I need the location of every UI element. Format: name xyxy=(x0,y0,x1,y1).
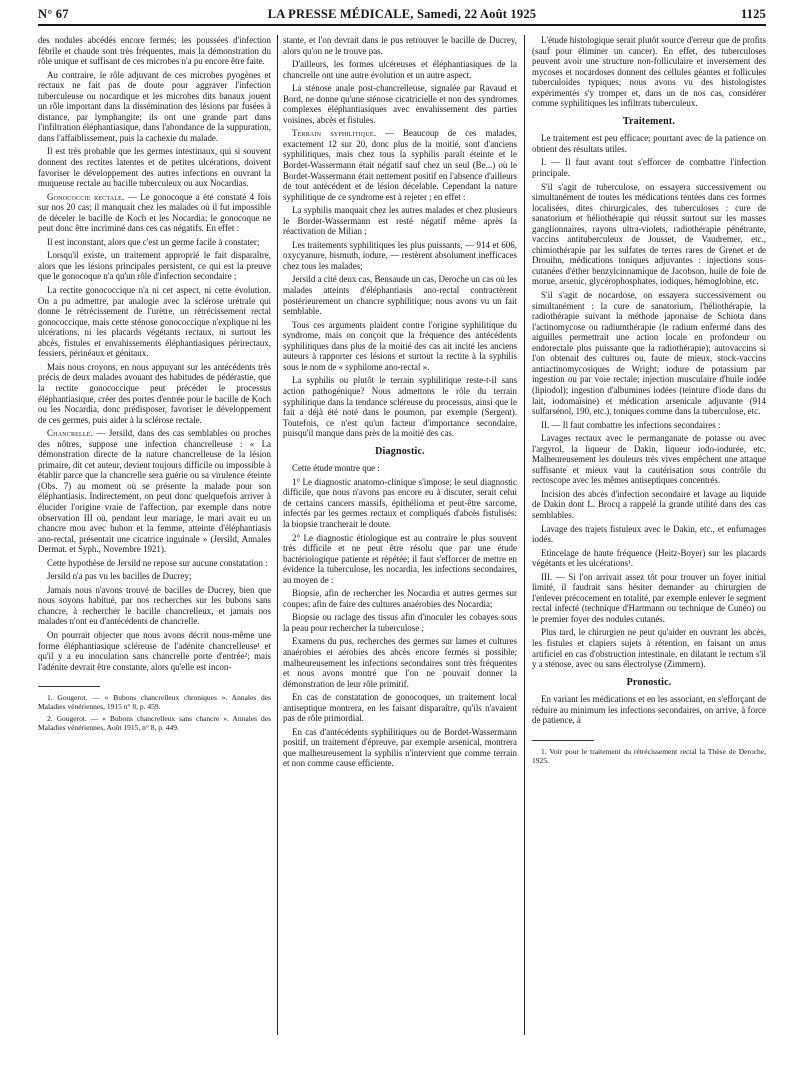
paragraph: La sténose anale post-chancrelleuse, signalée par Ravaud et Bord, ne donne qu'une sténose cicatricielle et non des syndromes complexes éléphantiasiques avec envahissement des parties voisines, abcès et fistules. xyxy=(283,83,517,125)
paragraph: Examens du pus, recherches des germes sur lames et cultures anaérobies et aérobies des abcès encore fermés si possible; malheureusement les infections secondaires sont très fréquentes et nous avons montré que l'on ne pouvait donner la démonstration de leur rôle primitif. xyxy=(283,636,517,689)
paragraph: III. — Si l'on arrivait assez tôt pour trouver un foyer initial limité, il faudrait sans hésiter demander au chirurgien de l'enlever précocement en totalité, par exemple enlever le segment rectal infecté (technique d'Hartmann ou technique de Cunéo) ou le premier foyer des nodules cutanés. xyxy=(532,571,766,624)
paragraph: En variant les médications et en les associant, en s'efforçant de réduire au minimum les infections secondaires, on arrive, à force de patience, à xyxy=(532,694,766,726)
column-divider xyxy=(524,35,525,1035)
page-number: 1125 xyxy=(740,7,766,21)
paragraph-text: — Beaucoup de ces malades, exactement 12 sur 20, donc plus de la moitié, sont d'anciens syphilitiques, mais chez tous la syphilis paraît éteinte et le Bordet-Wassermann était négatif sauf chez un seul (Be...) où le Bordet-Wassermann était nettement positif en l'absence d'ailleurs de tout antécédent et de lésion décelable. Cependant la nature syphilitique de ce syndrome est à rejeter ; en effet : xyxy=(283,128,517,202)
paragraph-lead: Chancrelle. xyxy=(47,428,94,439)
paragraph: des nodules abcédés encore fermés; les poussées d'infection fébrile et chaude sont très fréquentes, mais la démonstration du rôle unique et suffisant de ces microbes n'a pu encore être faite. xyxy=(38,35,271,67)
paragraph: La rectite gonococcique n'a ni cet aspect, ni cette évolution. On a pu admettre, par analogie avec la sclérose urétrale qui donne le rétrécissement de l'urètre, un rétrécissement rectal gonococcique, mais cette sténose gonococcique n'explique ni les ulcérations, ni les placards végétants rectaux, ni surtout les abcès, fistules et envahissements éléphantiasiques périrectaux, fessiers, périnéaux et génitaux. xyxy=(38,285,271,359)
footnote: 1. Gougerot. — « Bubons chancrelleux chroniques ». Annales des Maladies vénériennes, 1915 n° 8, p. 459. xyxy=(38,693,271,712)
column-left xyxy=(38,35,271,1075)
header-rule xyxy=(38,24,766,26)
paragraph: Biopsie, afin de rechercher les Nocardia et autres germes sur coupes; afin de faire des cultures anaérobies des Nocardia; xyxy=(283,588,517,609)
paragraph xyxy=(283,128,517,202)
paragraph: stante, et l'on devrait dans le pus retrouver le bacille de Ducrey, alors qu'on ne le trouve pas. xyxy=(283,35,517,56)
footnote-rule xyxy=(532,740,594,741)
paragraph: Incision des abcès d'infection secondaire et lavage au liquide de Dakin dont L. Brocq a rappelé la grande utilité dans des cas semblables. xyxy=(532,488,766,520)
section-heading: Traitement. xyxy=(622,115,676,127)
paragraph: La syphilis ou plutôt le terrain syphilitique reste-t-il sans action pathogénique? Nous admettons le rôle du terrain syphilitique dans la tendance scléreuse du processus, ainsi que le fait a déjà été noté dans le poumon, par exemple (Sergent). Toutefois, ce n'est qu'un facteur d'importance secondaire, puisqu'il manque dans près de la moitié des cas. xyxy=(283,375,517,439)
paragraph: On pourrait objecter que nous avons décrit nous-même une forme éléphantiasique scléreuse de l'adénite chancrelleuse¹ et qu'il y a eu inoculation sans chancrelle porte d'entrée²; mais l'adénite devrait être constante, alors qu'elle est incon- xyxy=(38,629,271,672)
paragraph: En cas d'antécédents syphilitiques ou de Bordet-Wassermann positif, un traitement d'épreuve, par exemple arsenical, montrera que malheureusement la syphilis n'intervient que comme terrain et non comme cause efficiente. xyxy=(283,726,517,769)
paragraph: Biopsie ou raclage des tissus afin d'inoculer les cobayes sous la peau pour rechercher la tuberculose ; xyxy=(283,612,517,633)
paragraph xyxy=(38,428,271,555)
paragraph: Jamais nous n'avons trouvé de bacilles de Ducrey, bien que nous soyons habitué, par nos recherches sur les bubons sans chancre, à rechercher le bacille chancrelleux, et jamais nos malades n'ont eu d'antécédents de chancrelle. xyxy=(38,584,271,627)
paragraph-text: — Le gonocoque a été constaté 4 fois sur nos 20 cas; il manquait chez les malades où il fut impossible de déceler le bacille de Koch et les Nocardia; le gonocoque ne peut donc être incriminé dans ces cas négatifs. En effet : xyxy=(38,191,271,234)
paragraph: D'ailleurs, les formes ulcéreuses et éléphantiasiques de la chancrelle ont une autre évolution et un autre aspect. xyxy=(283,59,517,80)
column-right xyxy=(532,35,766,1075)
paragraph: Lorsqu'il existe, un traitement approprié le fait disparaître, alors que les lésions principales persistent, ce qui est la preuve que le gonocoque n'a qu'un rôle d'infection secondaire ; xyxy=(38,250,271,282)
paragraph: Il est très probable que les germes intestinaux, qui si souvent donnent des rectites latentes et de petites ulcérations, doivent favoriser le développement des autres infections en ouvrant la muqueuse rectale au bacille tuberculeux ou aux Nocardias. xyxy=(38,146,271,189)
paragraph: I. — Il faut avant tout s'efforcer de combattre l'infection principale. xyxy=(532,157,766,179)
paragraph: Il est inconstant, alors que c'est un germe facile à constater; xyxy=(47,236,260,247)
paragraph: II. — Il faut combattre les infections secondaires : xyxy=(541,419,721,430)
issue-number: N° 67 xyxy=(38,7,69,21)
paragraph: Jersild n'a pas vu les bacilles de Ducrey; xyxy=(47,571,192,582)
section-heading: Diagnostic. xyxy=(375,445,425,457)
paragraph: Mais nous croyons, en nous appuyant sur les antécédents très précis de deux malades avouant des habitudes de pédérastie, que la rectite gonococcique peut précéder le processus éléphantiasique, créer des portes d'entrée pour le bacille de Koch ou les Nocardia, donc prédisposer, favoriser le développement de ces germes, puis aider à la sclérose rectale. xyxy=(38,361,271,425)
paragraph: Cette étude montre que : xyxy=(292,463,380,474)
footnote: 1. Voir pour le traitement du rétrécissement rectal la Thèse de Deroche, 1925. xyxy=(532,746,766,765)
section-heading: Pronostic. xyxy=(626,676,672,688)
paragraph: Au contraire, le rôle adjuvant de ces microbes pyogènes et rectaux ne fait pas de doute pour aggraver l'infection tuberculeuse ou nocardique et les microbes dits banaux jouent un rôle important dans la dissémination des lésions par fusées à distance, par lymphangite; ils ont une grande part dans l'infiltration éléphantiasique, dans l'abondance de la suppuration, dans l'affaiblissement, puis la cachexie du malade. xyxy=(38,69,271,143)
footnote-rule xyxy=(38,686,100,687)
paragraph-lead: Gonococcie rectale. xyxy=(47,191,125,202)
page-header xyxy=(38,2,766,26)
paragraph: Lavage des trajets fistuleux avec le Dakin, etc., et enfumages iodés. xyxy=(532,523,766,545)
column-divider xyxy=(277,35,278,1035)
paragraph: Plus tard, le chirurgien ne peut qu'aider en ouvrant les abcès, les fistules et clapiers sujets à rétention, en faisant un anus artificiel en cas d'obstruction intestinale, en dilatant le rectum s'il y a sténose, avec ou sans électrolyse (Zimmern). xyxy=(532,627,766,670)
journal-title: LA PRESSE MÉDICALE, Samedi, 22 Août 1925 xyxy=(267,7,537,21)
paragraph: L'étude histologique serait plutôt source d'erreur que de profits (sauf pour éliminer un cancer). En effet, des tuberculoses peuvent avoir une structure non-folliculaire et inversement des mycoses et nocardoses donnent des cellules géantes et follicules tuberculoïdes typiques; nous avons vu des histologistes expérimentés s'y tromper et, dans un de nos cas, considérer comme syphilitiques les infiltrats tuberculeux. xyxy=(532,35,766,109)
column-middle xyxy=(283,35,517,1075)
paragraph-lead: Terrain syphilitique. xyxy=(292,128,377,139)
paragraph: Tous ces arguments plaident contre l'origine syphilitique du syndrome, mais on conçoit que la fréquence des antécédents syphilitiques dans plus de la moitié des cas ait incité les anciens auteurs à rapporter ces lésions et surtout la rectite à la syphilis sous le nom de « syphilome ano-rectal ». xyxy=(283,319,517,372)
paragraph: 1° Le diagnostic anatomo-clinique s'impose; le seul diagnostic difficile, que nous n'avons pas encore eu à discuter, serait celui de certains cancers massifs, épithélioma et peut-être sarcome, infectés par les germes rectaux et compliqués d'abcès fistulisés: la biopsie trancherait le doute. xyxy=(283,476,517,529)
footnote: 2. Gougerot. — « Bubons chancrelleux sans chancre ». Annales des Maladies vénériennes, Août 1915, n° 8, p. 449. xyxy=(38,714,271,733)
paragraph xyxy=(38,192,271,234)
paragraph: En cas de constatation de gonocoques, un traitement local antiseptique montrera, en les faisant disparaître, qu'ils n'avaient pas de rôle primordial. xyxy=(283,692,517,724)
paragraph: Le traitement est peu efficace; pourtant avec de la patience on obtient des résultats utiles. xyxy=(532,133,766,154)
paragraph: Jersild a cité deux cas, Bensaude un cas, Deroche un cas où les malades atteints d'éléphantiasis ano-rectal contractèrent postérieurement un chancre syphilitique; nous avons vu un fait semblable. xyxy=(283,274,517,317)
paragraph: S'il s'agit de tuberculose, on essayera successivement ou simultanément de toutes les médications tentées dans ces formes localisées, dites chirurgicales, des tuberculoses : cure de sanatorium et héliothérapie qui réussit surtout sur les masses ganglionnaires, rayons ultra-violets, radiothérapie pénétrante, vaccins antituberculeux de Jousset, de Vaudremer, etc., chimiothérapie par les sulfates de terres rares de Grenet et de Drouihn, médications toniques adjuvantes : injections sous-cutanées d'éther benzylcinnamique de Jacobson, huile de foie de morue, arsenic, glycérophosphates, iodiques, hémoglobine, etc. xyxy=(532,181,766,287)
paragraph: 2° Le diagnostic étiologique est au contraire le plus souvent très difficile et ne peut être résolu que par une étude bactériologique patiente et répétée; il faut s'efforcer de mettre en évidence la tuberculose, les nocardia, les infections secondaires, au moyen de : xyxy=(283,532,517,585)
paragraph: Etincelage de haute fréquence (Heitz-Boyer) sur les placards végétants et les ulcérations¹. xyxy=(532,547,766,569)
paragraph: Les traitements syphilitiques les plus puissants, — 914 et 606, oxycyanure, bismuth, iodure, — restèrent absolument inefficaces chez tous les malades; xyxy=(283,239,517,271)
paragraph: Lavages rectaux avec le permanganate de potasse ou avec l'argyrol, la liqueur de Dakin, liqueur iodo-iodurée, etc. Malheureusement les douleurs très vives empêchent une attaque suffisante et mieux vaut la cautérisation sous contrôle du rectoscope avec les mêmes antiseptiques concentrés. xyxy=(532,433,766,486)
paragraph-text: — Jersild, dans des cas semblables ou proches des nôtres, suppose une infection chancrelleuse : « La démonstration directe de la nature chancrelleuse de la lésion primaire, dit cet auteur, devient toujours difficile ou impossible à établir parce que la chancrelle sera guérie ou sa virulence éteinte (Obs. 7) au moment où se présente la malade pour son éléphantiasis. Indirectement, on peut donc quelquefois arriver à élucider l'origine vraie de l'affection, par exemple dans notre observation III où, pendant leur mariage, le mari avait eu un chancre mou avec bubon et la femme, atteinte d'éléphantiasis ano-rectal, présentait une cicatrice inguinale » (Jersild, Annales Dermat. et Syph., Novembre 1921). xyxy=(38,428,271,555)
paragraph: S'il s'agit de nocardose, on essayera successivement ou simultanément : la cure de sanatorium, l'héliothérapie, la radiothérapie suivant la méthode japonaise de Schiota dans l'actinomycose ou radiumthérapie (le radium enfermé dans des aiguilles permettrait une action locale en profondeur ou endorectale plus puissante que la radiothérapie); autovaccins si l'on obtenait des cultures ou, faute de mieux, stock-vaccins antiactinomycosiques de Wright; iodure de potassium par ingestion ou par voie rectale; injection musculaire d'huile iodée (lipiodol); ingestion d'albumines iodées (teinture d'iode dans du lait, iodomaïsine) et médication arsenicale adjuvante (914 sulfarsénol, 190, etc.), toniques comme dans la tuberculose, etc. xyxy=(532,290,766,417)
paragraph: Cette hypothèse de Jersild ne repose sur aucune constatation : xyxy=(47,557,268,568)
paragraph: La syphilis manquait chez les autres malades et chez plusieurs le Bordet-Wassermann est resté négatif même après la réactivation de Milian ; xyxy=(283,205,517,237)
